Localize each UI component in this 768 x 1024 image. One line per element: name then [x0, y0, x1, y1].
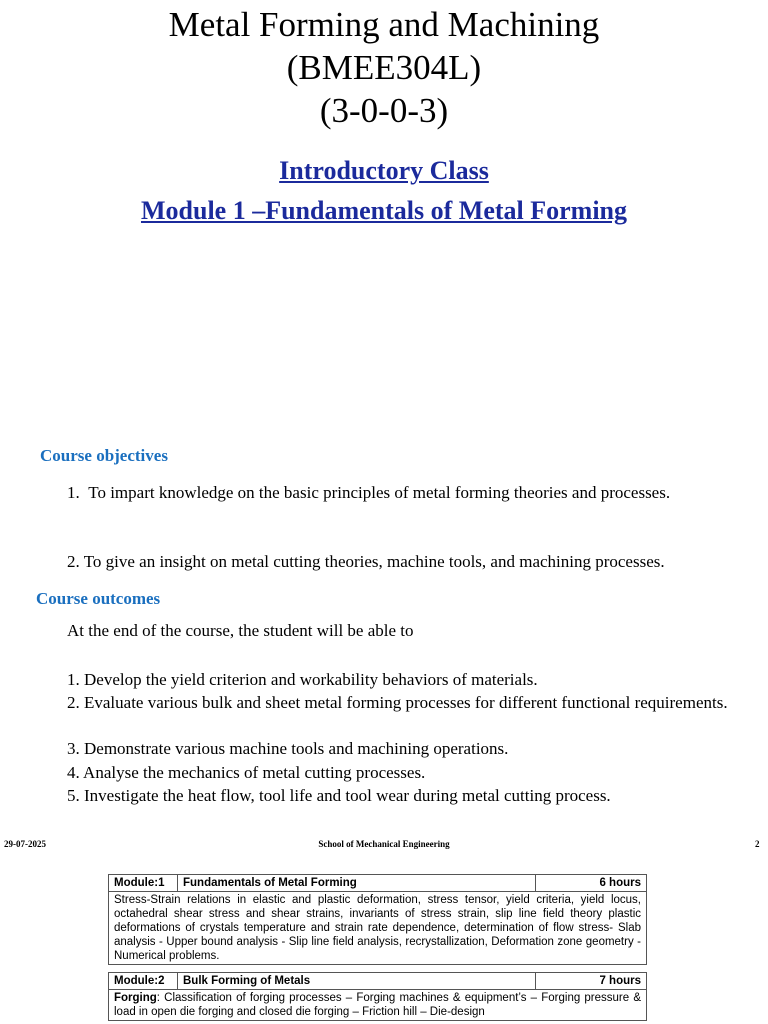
- introductory-class-heading: Introductory Class: [279, 156, 489, 185]
- objective-item-1: 1. To impart knowledge on the basic principles of metal forming theories and processes.: [67, 483, 671, 502]
- module-2-hours: 7 hours: [536, 973, 647, 990]
- module-2-description-row: [109, 990, 647, 1021]
- module-1-header-row: [109, 875, 647, 892]
- course-credits: (3-0-0-3): [319, 91, 449, 130]
- module-2-title: Bulk Forming of Metals: [178, 973, 536, 990]
- module-2-description: : Classification of forging processes – Forging machines & equipment’s – Forging pressure & load in open die forging and closed die forging – Friction hill – Die-design: [114, 992, 641, 1018]
- footer-school: School of Mechanical Engineering: [318, 839, 450, 849]
- module-2-description-cell: [109, 990, 647, 1021]
- table-spacer: [109, 965, 647, 973]
- module-1-heading: Module 1 –Fundamentals of Metal Forming: [140, 196, 628, 225]
- outcome-item-4: 4. Analyse the mechanics of metal cutting processes.: [67, 763, 426, 782]
- objective-item-2: 2. To give an insight on metal cutting theories, machine tools, and machining processes.: [67, 552, 665, 571]
- course-code: (BMEE304L): [286, 48, 482, 87]
- module-1-description-row: [109, 892, 647, 965]
- module-1-description: Stress-Strain relations in elastic and plastic deformation, stress tensor, yield criteria, yield locus, octahedral shear stress and shear strains, invariants of stress strain, slip line field theory plastic deformations of crystals temperature and strain rate dependence, determination of flow stress- Slab analysis - Upper bound analysis - Slip line field analysis, recrystallization, Deformation zone geometry - Numerical problems.: [109, 892, 647, 965]
- course-title: Metal Forming and Machining: [168, 5, 600, 44]
- module-2-number: Module:2: [109, 973, 178, 990]
- syllabus-table: [108, 874, 647, 1021]
- module-1-title: Fundamentals of Metal Forming: [178, 875, 536, 892]
- outcome-item-5: 5. Investigate the heat flow, tool life and tool wear during metal cutting process.: [67, 786, 611, 805]
- outcome-item-1: 1. Develop the yield criterion and workability behaviors of materials.: [67, 670, 538, 689]
- module-2-description-label: Forging: [114, 992, 157, 1004]
- course-outcomes-heading: Course outcomes: [36, 589, 161, 608]
- outcomes-intro: At the end of the course, the student will be able to: [67, 621, 414, 640]
- outcome-item-2: 2. Evaluate various bulk and sheet metal forming processes for different functional requirements.: [67, 693, 728, 712]
- footer-date: 29-07-2025: [4, 839, 46, 849]
- module-2-header-row: [109, 973, 647, 990]
- module-1-hours: 6 hours: [536, 875, 647, 892]
- footer-page-number: 2: [755, 839, 760, 849]
- module-1-number: Module:1: [109, 875, 178, 892]
- course-objectives-heading: Course objectives: [40, 446, 168, 465]
- outcome-item-3: 3. Demonstrate various machine tools and machining operations.: [67, 739, 509, 758]
